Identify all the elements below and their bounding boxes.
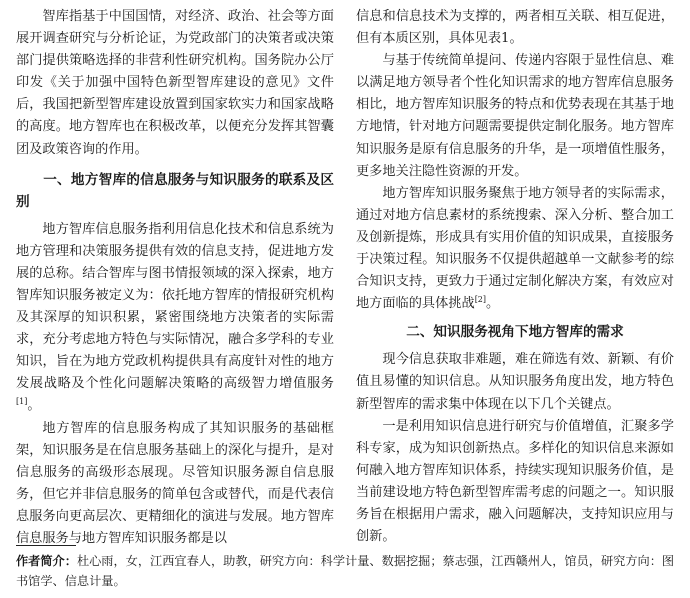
section-heading-1: 一、地方智库的信息服务与知识服务的联系及区别 — [16, 171, 334, 210]
foundation-paragraph: 地方智库的信息服务构成了其知识服务的基础框架，知识服务是在信息服务基础上的深化与提升，是对信息服务的高级形态展现。尽管知识服务源自信息服务，但它并非信息服务的简单包含或替代，而是代表信息服务向更高层次、更精细化的演进与发展。地方智库信息服务与地方智库知识服务都是以 — [16, 420, 334, 546]
paragraph-text: 地方智库知识服务聚焦于地方领导者的实际需求，通过对地方信息素材的系统搜索、深入分析、整合加工及创新提炼，形成具有实用价值的知识成果，直接服务于决策过程。知识服务不仅提供超越单一文献参考的综合知识支持，更致力于通过定制化解决方案，有效应对地方面临的具体挑战 — [356, 185, 674, 312]
paragraph-end: 。 — [27, 398, 41, 414]
author-footnote — [16, 551, 678, 591]
knowledge-service-paragraph — [356, 183, 674, 316]
needs-intro-paragraph: 现今信息获取非难题，难在筛选有效、新颖、有价值且易懂的知识信息。从知识服务角度出发，地方特色新型智库的需求集中体现在以下几个关键点。 — [356, 352, 674, 412]
paragraph-text: 地方智库信息服务指利用信息化技术和信息系统为地方管理和决策服务提供有效的信息支持，促进地方发展的总称。结合智库与图书情报领域的深入探索，地方智库知识服务被定义为：依托地方智库的情报研究机构及其深厚的知识积累，紧密围绕地方决策者的实际需求，充分考虑地方特色与实际情况，融合多学科的专业知识，旨在为地方党政机构提供具有高度针对性的地方发展战略及个性化问题解决策略的高级智力增值服务 — [16, 221, 334, 392]
first-need-paragraph: 一是利用知识信息进行研究与价值增值，汇聚多学科专家，成为知识创新热点。多样化的知识信息来源如何融入地方智库知识体系，持续实现知识服务价值，是当前建设地方特色新型智库需考虑的问题之一。知识服务旨在根据用户需求，融入问题解决，支持知识应用与创新。 — [356, 418, 674, 545]
footnote-divider — [16, 545, 76, 546]
footnote-label: 作者简介： — [16, 554, 77, 568]
paragraph-end: 。 — [486, 296, 500, 312]
citation-1: [1] — [16, 397, 28, 407]
intro-paragraph: 智库指基于中国国情，对经济、政治、社会等方面展开调查研究与分析论证，为党政部门的决策者或决策部门提供策略选择的非营利性研究机构。国务院办公厅印发《关于加强中国特色新型智库建设的意见》文件后，我国把新型智库建设放置到国家软实力和国家战略的高度。地方智库也在积极改革，以便充分发挥其智囊团及政策咨询的作用。 — [16, 9, 334, 157]
section-heading-2: 二、知识服务视角下地方智库的需求 — [406, 324, 624, 341]
left-column — [16, 6, 334, 550]
continuation-paragraph: 信息和信息技术为支撑的，两者相互关联、相互促进，但有本质区别，具体见表1。 — [356, 9, 674, 47]
right-column — [356, 6, 674, 548]
comparison-paragraph: 与基于传统简单提问、传递内容限于显性信息、难以满足地方领导者个性化知识需求的地方智库信息服务相比，地方智库知识服务的特点和优势表现在其基于地方地情，针对地方问题需要提供定制化服务。地方智库知识服务是原有信息服务的升华，是一项增值性服务，更多地关注隐性资源的开发。 — [356, 53, 674, 179]
footnote-text: 杜心雨，女，江西宜春人，助教，研究方向：科学计量、数据挖掘；蔡志强，江西赣州人，馆员，研究方向：图书馆学、信息计量。 — [16, 554, 675, 588]
info-service-definition-paragraph — [16, 219, 334, 418]
citation-2: [2] — [474, 295, 487, 305]
